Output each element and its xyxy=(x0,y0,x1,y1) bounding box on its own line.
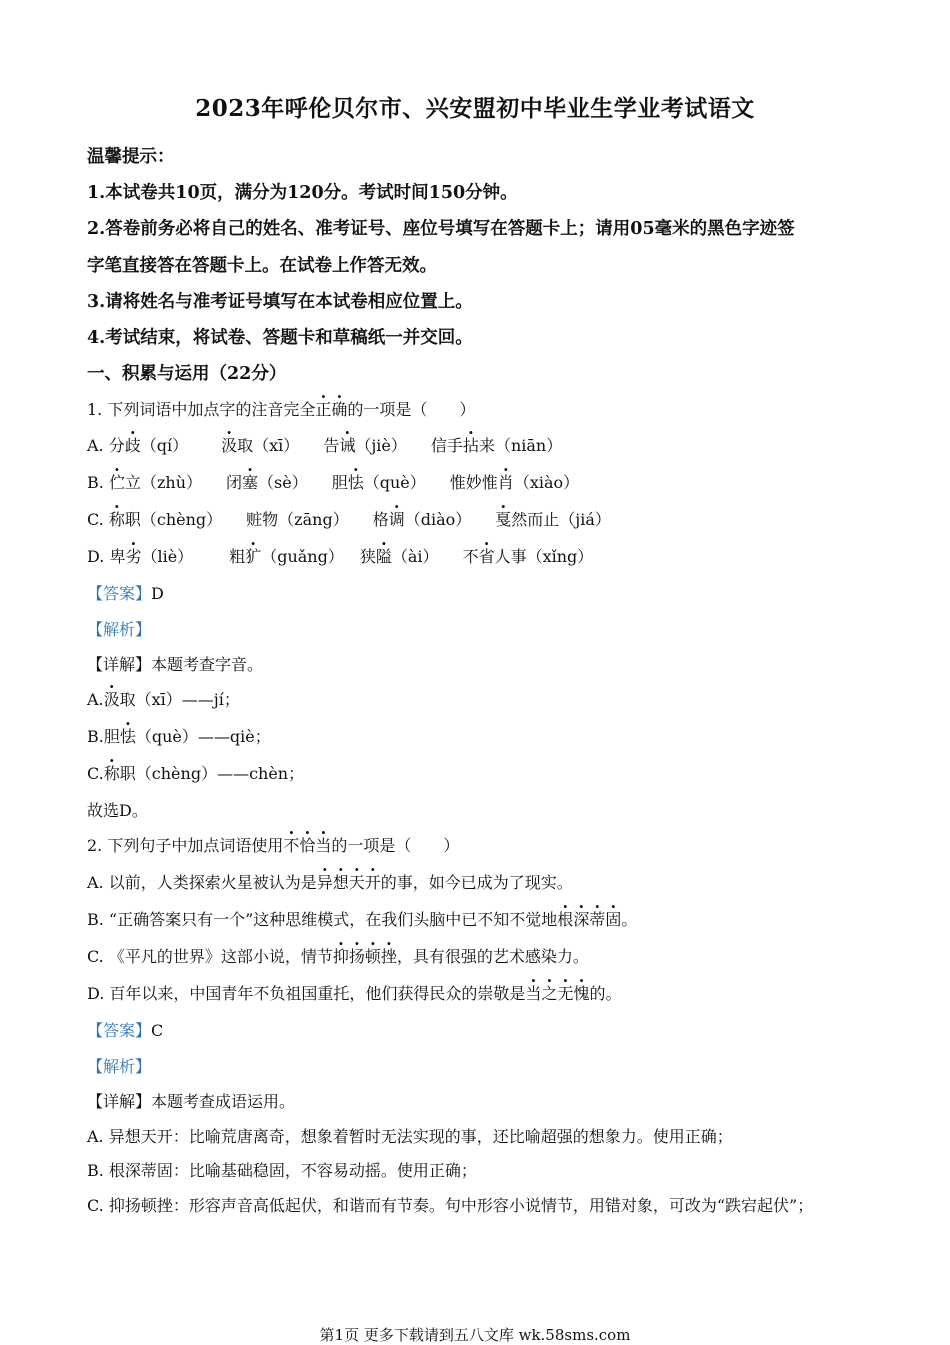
answer-tag: 【答案】 xyxy=(87,1021,152,1040)
option-text: （ài） xyxy=(391,547,439,566)
dotted-char: 犷 xyxy=(245,547,262,566)
q1-option-d xyxy=(87,547,593,567)
option-text: 告 xyxy=(323,436,340,455)
dotted-char: 当 xyxy=(525,984,542,1003)
dotted-char: 汲 xyxy=(103,690,120,709)
q2-option-d xyxy=(87,984,622,1004)
dotted-char: 挫 xyxy=(380,947,397,966)
q1-explain-b xyxy=(87,727,271,747)
q1-stem-text: 的一项是（ ） xyxy=(347,400,476,419)
tip-3: 3.请将姓名与准考证号填写在本试卷相应位置上。 xyxy=(87,292,473,312)
dotted-char: 省 xyxy=(478,547,495,566)
q1-conclusion: 故选D。 xyxy=(87,801,148,820)
dotted-char: 当 xyxy=(315,836,332,855)
option-text: 的事，如今已成为了现实。 xyxy=(380,873,573,892)
option-text: A. 以前，人类探索火星被认为是 xyxy=(87,873,317,892)
dotted-char: 根 xyxy=(557,910,574,929)
option-text: C. 《平凡的世界》这部小说，情节 xyxy=(87,947,333,966)
dotted-char: 之 xyxy=(541,984,558,1003)
dotted-char: 固 xyxy=(605,910,622,929)
answer-value: C xyxy=(151,1021,164,1040)
option-text: 分 xyxy=(108,436,125,455)
option-text: 信手 xyxy=(430,436,463,455)
q1-option-a xyxy=(87,436,562,456)
option-text: 狭 xyxy=(359,547,376,566)
q2-stem xyxy=(87,836,459,856)
tip-2-line-2: 字笔直接答在答题卡上。在试卷上作答无效。 xyxy=(87,256,437,276)
option-text: 卑 xyxy=(109,547,126,566)
q1-explain-a xyxy=(87,690,240,710)
q1-detail: 【详解】本题考查字音。 xyxy=(87,655,264,674)
dotted-char: 扬 xyxy=(348,947,365,966)
option-text: （liè） xyxy=(141,547,194,566)
page-footer: 第1页 更多下载请到五八文库 wk.58sms.com xyxy=(319,1326,631,1344)
section-heading: 一、积累与运用（22分） xyxy=(87,364,287,384)
tip-4: 4.考试结束，将试卷、答题卡和草稿纸一并交回。 xyxy=(87,328,473,348)
q1-stem-dotted-char: 正 xyxy=(315,400,332,419)
dotted-char: 塞 xyxy=(242,473,259,492)
dotted-char: 怯 xyxy=(347,473,364,492)
dotted-char: 开 xyxy=(364,873,381,892)
dotted-char: 称 xyxy=(108,510,125,529)
option-text: （xiào） xyxy=(513,473,580,492)
explain-text: 职（chèng）——chèn； xyxy=(119,764,305,783)
q1-stem-dotted-char: 确 xyxy=(331,400,348,419)
option-label: B. xyxy=(87,473,109,492)
option-text: 。 xyxy=(621,910,638,929)
q1-stem-text: 1. 下列词语中加点字的注音完全 xyxy=(87,400,316,419)
option-text: （diào） xyxy=(404,510,472,529)
option-text: 来（niān） xyxy=(478,436,563,455)
dotted-char: 想 xyxy=(332,873,349,892)
dotted-char: 称 xyxy=(103,764,120,783)
q2-stem-text: 的一项是（ ） xyxy=(331,836,460,855)
dotted-char: 怯 xyxy=(119,727,136,746)
option-text: 赃 xyxy=(246,510,263,529)
q1-explain-c xyxy=(87,764,304,784)
dotted-char: 不 xyxy=(283,836,300,855)
dotted-char: 歧 xyxy=(124,436,141,455)
q2-explain-a: A. 异想天开：比喻荒唐离奇，想象着暂时无法实现的事，还比喻超强的想象力。使用正确； xyxy=(87,1127,733,1146)
q2-analysis-tag: 【解析】 xyxy=(87,1057,152,1076)
dotted-char: 劣 xyxy=(125,547,142,566)
dotted-char: 无 xyxy=(557,984,574,1003)
option-text: 人事（xǐng） xyxy=(494,547,594,566)
answer-value: D xyxy=(151,584,164,603)
option-text: 胆 xyxy=(331,473,348,492)
dotted-char: 恰 xyxy=(299,836,316,855)
option-text: 然而止（jiá） xyxy=(511,510,611,529)
dotted-char: 伫 xyxy=(108,473,125,492)
option-text: 不 xyxy=(462,547,479,566)
option-text: 物（zāng） xyxy=(262,510,349,529)
page-title: 2023年呼伦贝尔市、兴安盟初中毕业生学业考试语文 xyxy=(195,95,755,122)
tips-heading: 温馨提示： xyxy=(87,147,175,167)
dotted-char: 诫 xyxy=(339,436,356,455)
explain-text: A. xyxy=(87,690,104,709)
q2-explain-b: B. 根深蒂固：比喻基础稳固，不容易动摇。使用正确； xyxy=(87,1161,477,1180)
explain-text: C. xyxy=(87,764,104,783)
explain-text: 取（xī）——jí； xyxy=(119,690,240,709)
option-text: 职（chèng） xyxy=(124,510,223,529)
option-text: B. “正确答案只有一个”这种思维模式，在我们头脑中已不知不觉地 xyxy=(87,910,558,929)
q2-option-c xyxy=(87,947,589,967)
explain-text: （què）——qiè； xyxy=(135,727,271,746)
q2-option-a xyxy=(87,873,573,893)
option-label: D. xyxy=(87,547,110,566)
dotted-char: 调 xyxy=(388,510,405,529)
option-label: C. xyxy=(87,510,109,529)
option-text: 的。 xyxy=(589,984,622,1003)
explain-text: B.胆 xyxy=(87,727,120,746)
tip-1: 1.本试卷共10页，满分为120分。考试时间150分钟。 xyxy=(87,183,518,203)
q2-answer xyxy=(87,1021,163,1041)
option-text: 粗 xyxy=(229,547,246,566)
dotted-char: 异 xyxy=(316,873,333,892)
dotted-char: 天 xyxy=(348,873,365,892)
q2-option-b xyxy=(87,910,637,930)
option-text: （qí） xyxy=(140,436,189,455)
tip-2-line-1: 2.答卷前务必将自己的姓名、准考证号、座位号填写在答题卡上；请用05毫米的黑色字迹签 xyxy=(87,219,795,239)
dotted-char: 抑 xyxy=(332,947,349,966)
option-text: （sè） xyxy=(258,473,308,492)
option-text: 立（zhù） xyxy=(124,473,202,492)
q1-answer xyxy=(87,584,164,604)
dotted-char: 蒂 xyxy=(589,910,606,929)
dotted-char: 拈 xyxy=(462,436,479,455)
dotted-char: 肖 xyxy=(497,473,514,492)
answer-tag: 【答案】 xyxy=(87,584,152,603)
option-text: 取（xī） xyxy=(237,436,300,455)
dotted-char: 顿 xyxy=(364,947,381,966)
dotted-char: 深 xyxy=(573,910,590,929)
option-text: ，具有很强的艺术感染力。 xyxy=(396,947,589,966)
q2-stem-text: 2. 下列句子中加点词语使用 xyxy=(87,836,284,855)
q2-detail: 【详解】本题考查成语运用。 xyxy=(87,1092,296,1111)
option-text: D. 百年以来，中国青年不负祖国重托，他们获得民众的崇敬是 xyxy=(87,984,526,1003)
option-text: 惟妙惟 xyxy=(449,473,498,492)
option-text: 格 xyxy=(372,510,389,529)
option-text: （què） xyxy=(363,473,426,492)
q1-option-b xyxy=(87,473,579,493)
dotted-char: 隘 xyxy=(375,547,392,566)
q2-explain-c: C. 抑扬顿挫：形容声音高低起伏，和谐而有节奏。句中形容小说情节，用错对象，可改为“跌宕起伏”； xyxy=(87,1196,814,1215)
option-text: （guǎng） xyxy=(261,547,344,566)
option-text: （jiè） xyxy=(355,436,407,455)
q1-option-c xyxy=(87,510,611,530)
q1-analysis-tag: 【解析】 xyxy=(87,620,152,639)
option-text: 闭 xyxy=(226,473,243,492)
option-label: A. xyxy=(87,436,109,455)
dotted-char: 汲 xyxy=(221,436,238,455)
q1-stem xyxy=(87,400,475,420)
dotted-char: 愧 xyxy=(573,984,590,1003)
dotted-char: 戛 xyxy=(495,510,512,529)
